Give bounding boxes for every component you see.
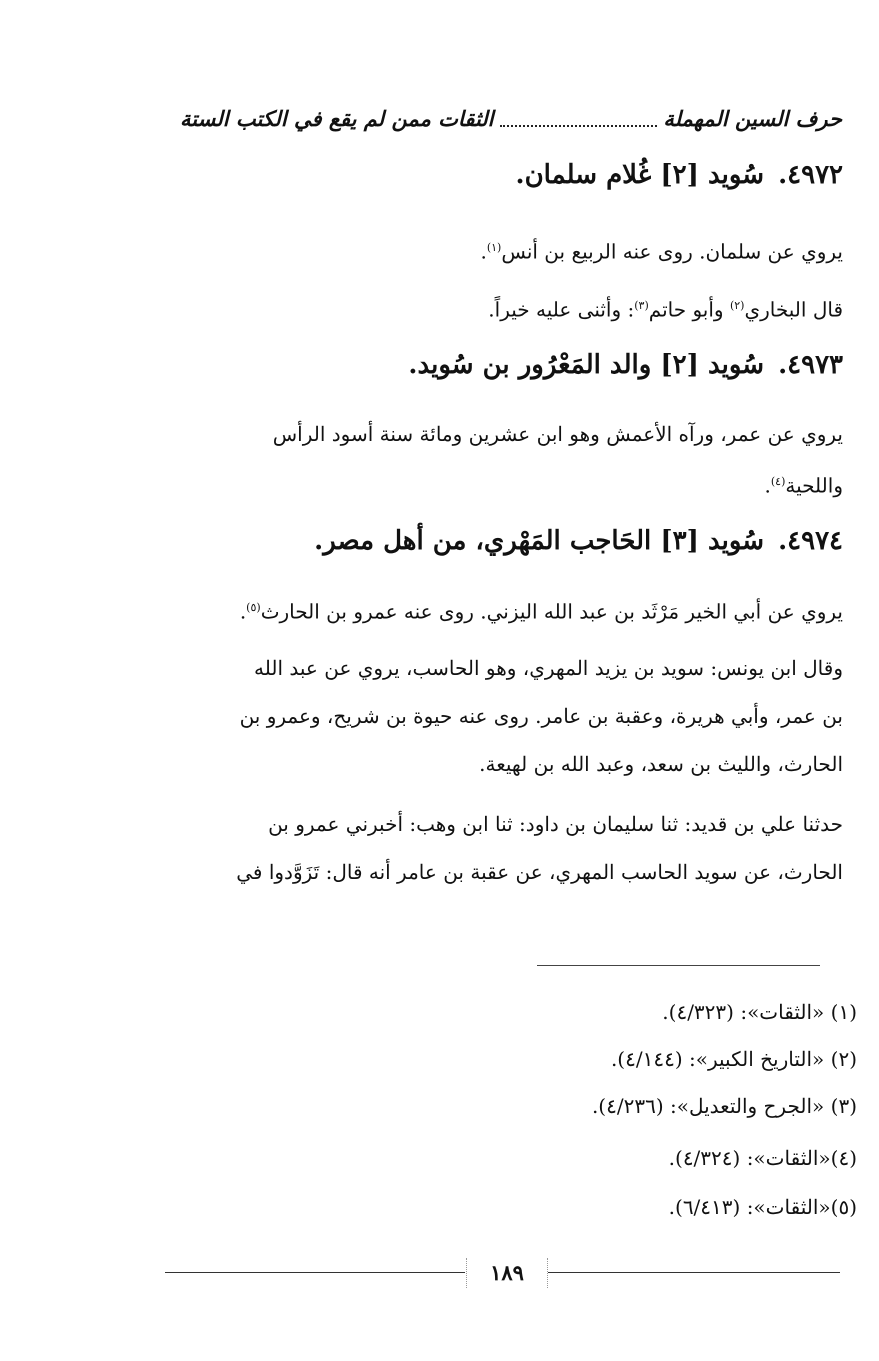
footnote-marker: (٢) [729,299,745,312]
paragraph: حدثنا علي بن قديد: ثنا سليمان بن داود: ثنا ابن وهب: أخبرني عمرو بن الحارث، عن سويد الحاسب المهري، عن عقبة بن عامر أنه قال: تَزَوَّدوا في [236,812,843,884]
paragraph: قال البخاري$^{(٢)}$ وأبو حاتم$^{(٣)}$: وأثنى عليه خيراً. [488,297,843,322]
page-number-rule-left [165,1272,465,1273]
paragraph: وقال ابن يونس: سويد بن يزيد المهري، وهو الحاسب، يروي عن عبد الله بن عمر، وأبي هريرة، وعقبة بن عامر. روى عنه حيوة بن شريح، وعمرو بن الحارث، والليث بن سعد، وعبد الله بن لهيعة. [239,656,843,776]
footnote-divider [537,965,820,966]
footnote: (١) «الثقات»: (٤/٣٢٣). [662,1000,857,1024]
footnote: (٤)«الثقات»: (٤/٣٢٤). [668,1146,857,1170]
footnote: (٢) «التاريخ الكبير»: (٤/١٤٤). [610,1047,857,1071]
entry-name: سُويد [٣] الحَاجب المَهْري، من أهل مصر. [314,526,765,556]
footnote-marker: (٣) [634,299,649,312]
footnote-marker: (٤) [770,475,786,488]
entry-number: ٤٩٧٢. [778,160,843,190]
page-number-rule-right [548,1272,840,1273]
entry-name: سُويد [٢] غُلام سلمان. [515,160,765,190]
header-book-title: الثقات ممن لم يقع في الكتب الستة [180,106,494,131]
footnote: (٣) «الجرح والتعديل»: (٤/٢٣٦). [591,1094,857,1118]
entry-number: ٤٩٧٣. [778,350,843,380]
running-header [180,106,842,131]
header-dots [500,111,658,127]
footnote-marker: (٥) [246,601,261,614]
entry-number: ٤٩٧٤. [778,526,843,556]
entry-title [163,350,843,380]
footnote: (٥)«الثقات»: (٦/٤١٣). [668,1195,857,1219]
paragraph: يروي عن أبي الخير مَرْثَد بن عبد الله اليزني. روى عنه عمرو بن الحارث$^{(٥)}$. [239,599,843,624]
header-chapter: حرف السين المهملة [663,106,842,131]
paragraph: يروي عن سلمان. روى عنه الربيع بن أنس$^{(١)}$. [480,239,843,264]
entry-name: سُويد [٢] والد المَعْرُور بن سُويد. [408,350,765,380]
entry-title [163,526,843,556]
paragraph: يروي عن عمر، ورآه الأعمش وهو ابن عشرين ومائة سنة أسود الرأس واللحية$^{(٤)}$. [272,422,843,498]
page-number: ١٨٩ [466,1258,548,1288]
footnote-marker: (١) [486,241,502,254]
entry-title [163,160,843,190]
